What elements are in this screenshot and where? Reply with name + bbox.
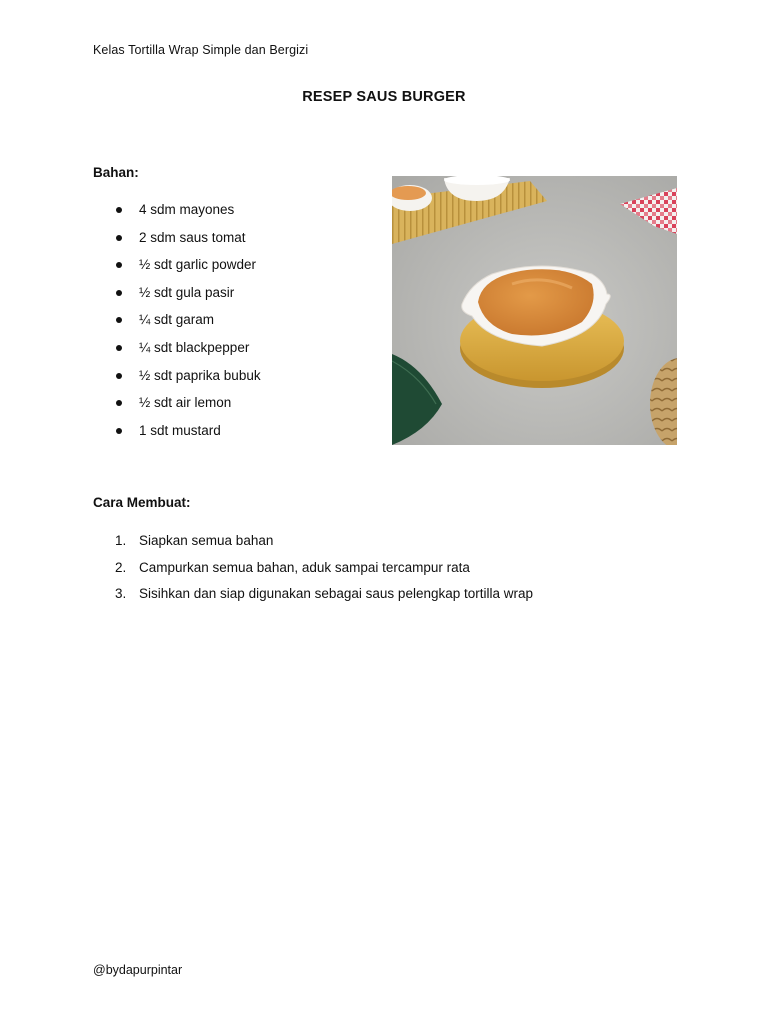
ingredients-heading: Bahan: <box>93 165 139 180</box>
bullet-icon <box>116 262 122 268</box>
ingredient-text: ½ sdt garlic powder <box>139 257 257 273</box>
steps-heading: Cara Membuat: <box>93 495 191 510</box>
bullet-icon <box>116 207 122 213</box>
step-item <box>93 531 533 558</box>
step-item <box>93 584 533 611</box>
step-text: Campurkan semua bahan, aduk sampai tercampur rata <box>139 559 470 575</box>
bullet-icon <box>116 400 122 406</box>
step-text: Sisihkan dan siap digunakan sebagai saus pelengkap tortilla wrap <box>139 586 534 601</box>
ingredient-text: ¼ sdt blackpepper <box>139 339 250 355</box>
bullet-icon <box>116 317 122 323</box>
step-number: 3. <box>115 586 127 601</box>
ingredient-item <box>93 393 261 421</box>
ingredient-text: ½ sdt gula pasir <box>139 284 235 300</box>
ingredient-item <box>93 200 261 228</box>
bullet-icon <box>116 428 122 434</box>
bullet-icon <box>116 373 122 379</box>
sauce-photo <box>392 176 677 445</box>
step-text: Siapkan semua bahan <box>139 533 274 548</box>
step-list <box>93 531 533 611</box>
bullet-icon <box>116 235 122 241</box>
ingredient-item <box>93 338 261 366</box>
bullet-icon <box>116 345 122 351</box>
ingredient-item <box>93 283 261 311</box>
ingredient-text: 2 sdm saus tomat <box>139 229 246 245</box>
footer-handle: @bydapurpintar <box>93 963 183 977</box>
ingredient-item <box>93 366 261 394</box>
ingredient-item <box>93 228 261 256</box>
ingredient-text: ½ sdt air lemon <box>139 395 232 411</box>
ingredient-list <box>93 200 261 448</box>
ingredient-text: 4 sdm mayones <box>139 202 235 217</box>
ingredient-item <box>93 255 261 283</box>
page-header: Kelas Tortilla Wrap Simple dan Bergizi <box>93 43 309 57</box>
ingredient-text: ¼ sdt garam <box>139 312 215 328</box>
ingredient-item <box>93 421 261 449</box>
step-number: 1. <box>115 533 127 548</box>
recipe-title: RESEP SAUS BURGER <box>302 89 466 105</box>
step-number: 2. <box>115 559 127 575</box>
ingredient-text: 1 sdt mustard <box>139 422 221 438</box>
ingredient-text: ½ sdt paprika bubuk <box>139 367 261 383</box>
ingredient-item <box>93 310 261 338</box>
step-item <box>93 558 533 585</box>
bullet-icon <box>116 290 122 296</box>
